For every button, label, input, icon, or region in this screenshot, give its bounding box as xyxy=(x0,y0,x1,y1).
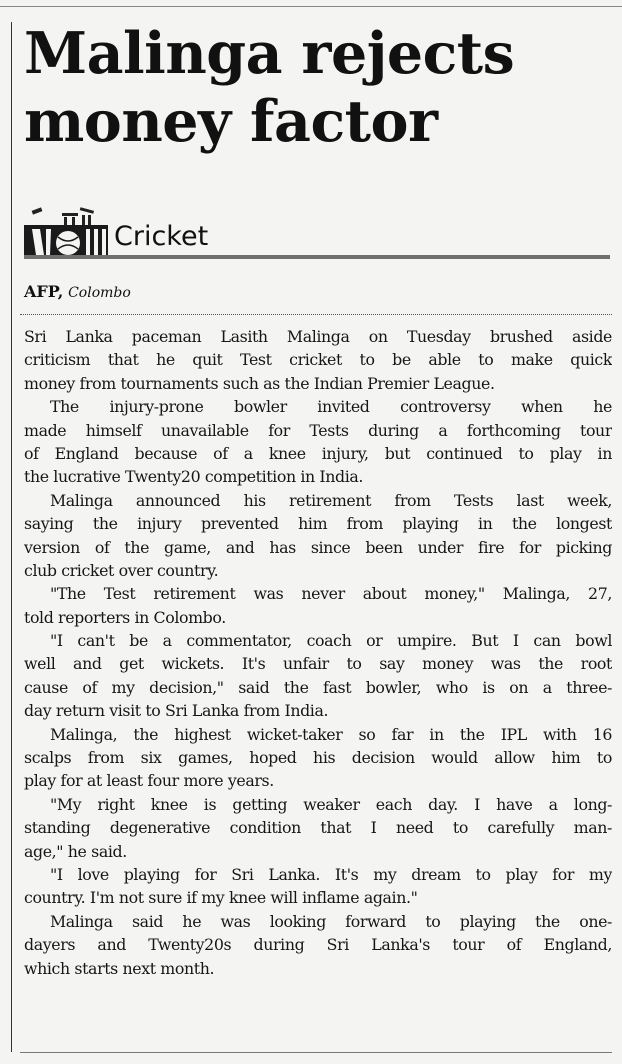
text-line: Malinga, the highest wicket-taker so far in the IPL with 16 xyxy=(50,724,612,744)
text-line: dayers and Twenty20s during Sri Lanka's tour of England, xyxy=(24,935,612,955)
top-rule xyxy=(0,6,622,7)
paragraph xyxy=(24,793,612,863)
byline-location: Colombo xyxy=(68,285,131,301)
text-line: club cricket over country. xyxy=(24,560,219,580)
text-line: standing degenerative condition that I need to carefully man- xyxy=(24,818,612,838)
text-line: "The Test retirement was never about money," Malinga, 27, xyxy=(50,584,612,604)
text-line: told reporters in Colombo. xyxy=(24,607,226,627)
text-line: "I love playing for Sri Lanka. It's my dream to play for my xyxy=(50,864,612,884)
text-line: version of the game, and has since been under fire for picking xyxy=(24,537,612,557)
text-line: of England because of a knee injury, but continued to play in xyxy=(24,443,612,463)
headline xyxy=(24,20,616,156)
paragraph xyxy=(24,489,612,583)
paragraph xyxy=(24,395,612,489)
paragraph xyxy=(24,325,612,395)
section-underline xyxy=(24,255,610,259)
text-line: day return visit to Sri Lanka from India. xyxy=(24,701,329,721)
text-line: Sri Lanka paceman Lasith Malinga on Tuesday brushed aside xyxy=(24,327,612,346)
paragraph xyxy=(24,723,612,793)
section-label: Cricket xyxy=(114,221,209,252)
text-line: criticism that he quit Test cricket to be able to make quick xyxy=(24,350,612,370)
text-line: cause of my decision," said the fast bowler, who is on a three- xyxy=(24,677,612,697)
text-line: which starts next month. xyxy=(24,958,215,978)
text-line: scalps from six games, hoped his decision would allow him to xyxy=(24,748,612,768)
text-line: "My right knee is getting weaker each day. I have a long- xyxy=(50,794,612,814)
paragraph xyxy=(24,910,612,980)
article-body xyxy=(24,325,612,980)
byline-agency: AFP, xyxy=(24,282,64,301)
byline-rule xyxy=(20,314,612,315)
text-line: made himself unavailable for Tests during a forthcoming tour xyxy=(24,420,612,440)
text-line: country. I'm not sure if my knee will inflame again." xyxy=(24,888,418,908)
text-line: "I can't be a commentator, coach or umpire. But I can bowl xyxy=(50,631,612,651)
text-line: saying the injury prevented him from playing in the longest xyxy=(24,514,612,534)
headline-line: money factor xyxy=(24,88,438,155)
text-line: the lucrative Twenty20 competition in India. xyxy=(24,467,364,487)
text-line: play for at least four more years. xyxy=(24,771,274,791)
section-header xyxy=(24,207,610,259)
text-line: Malinga said he was looking forward to playing the one- xyxy=(50,911,612,931)
paragraph xyxy=(24,863,612,910)
bottom-rule xyxy=(20,1052,612,1053)
headline-line: Malinga rejects xyxy=(24,20,515,87)
column-rule xyxy=(11,22,12,1052)
text-line: age," he said. xyxy=(24,841,127,861)
text-line: well and get wickets. It's unfair to say money was the root xyxy=(24,654,612,674)
text-line: money from tournaments such as the Indian Premier League. xyxy=(24,373,495,393)
paragraph xyxy=(24,629,612,723)
paragraph xyxy=(24,582,612,629)
cricket-bat-ball-stumps-icon xyxy=(24,207,108,257)
text-line: Malinga announced his retirement from Tests last week, xyxy=(50,490,612,510)
text-line: The injury-prone bowler invited controversy when he xyxy=(50,397,612,417)
byline xyxy=(24,282,131,303)
